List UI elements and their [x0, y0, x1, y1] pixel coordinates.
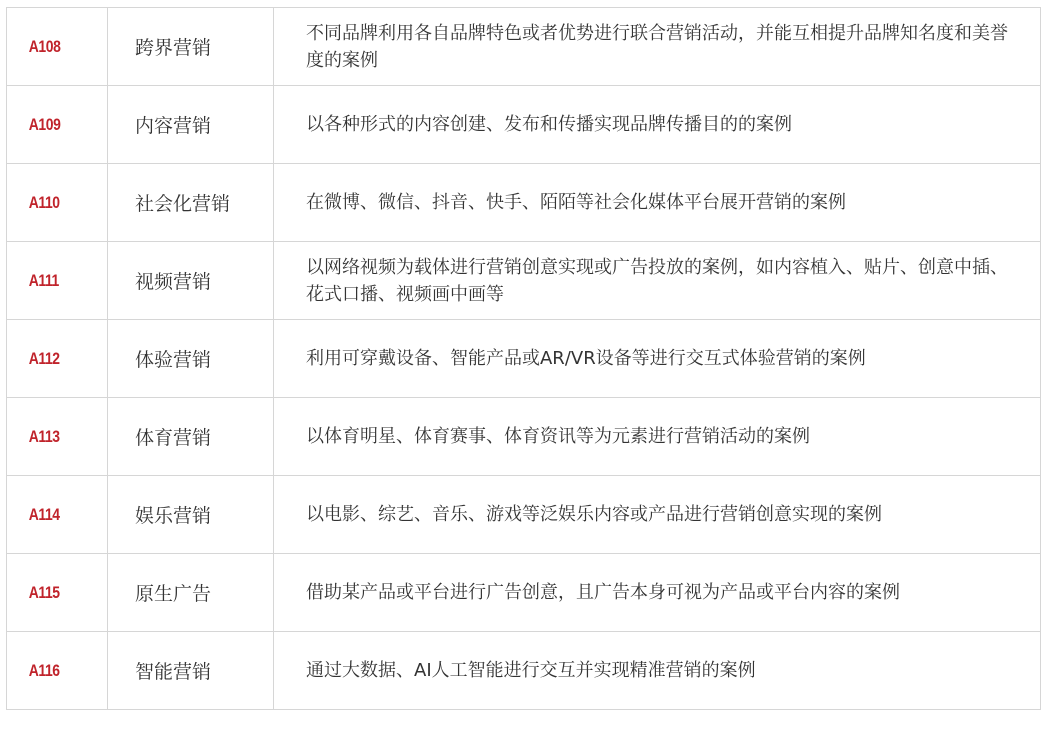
category-name: 体验营销 [108, 320, 274, 398]
category-code [7, 164, 90, 242]
category-description: 以各种形式的内容创建、发布和传播实现品牌传播目的的案例 [274, 86, 1041, 164]
category-code-text: A112 [28, 348, 60, 368]
category-code-text: A116 [28, 660, 60, 680]
table-row [7, 242, 1041, 320]
category-code [7, 8, 90, 86]
category-code [7, 320, 90, 398]
category-table [6, 7, 1041, 710]
table-row [7, 320, 1041, 398]
category-description: 以电影、综艺、音乐、游戏等泛娱乐内容或产品进行营销创意实现的案例 [274, 476, 1041, 554]
category-code-text: A113 [28, 426, 60, 446]
category-description: 通过大数据、AI人工智能进行交互并实现精准营销的案例 [274, 632, 1041, 710]
category-code-text: A109 [28, 114, 60, 134]
category-code [7, 554, 90, 632]
category-code [7, 398, 90, 476]
category-name: 社会化营销 [108, 164, 274, 242]
category-code [7, 242, 90, 320]
category-description: 借助某产品或平台进行广告创意，且广告本身可视为产品或平台内容的案例 [274, 554, 1041, 632]
category-code-text: A111 [28, 270, 59, 290]
table-row [7, 554, 1041, 632]
category-name: 体育营销 [108, 398, 274, 476]
table-row [7, 398, 1041, 476]
category-name: 跨界营销 [108, 8, 274, 86]
category-description: 利用可穿戴设备、智能产品或AR/VR设备等进行交互式体验营销的案例 [274, 320, 1041, 398]
category-name: 原生广告 [108, 554, 274, 632]
category-name: 智能营销 [108, 632, 274, 710]
category-description: 以网络视频为载体进行营销创意实现或广告投放的案例，如内容植入、贴片、创意中插、花式口播、视频画中画等 [274, 242, 1041, 320]
category-description: 以体育明星、体育赛事、体育资讯等为元素进行营销活动的案例 [274, 398, 1041, 476]
category-code-text: A108 [28, 36, 60, 56]
table-row [7, 164, 1041, 242]
category-description: 在微博、微信、抖音、快手、陌陌等社会化媒体平台展开营销的案例 [274, 164, 1041, 242]
table-row [7, 632, 1041, 710]
category-table-body [7, 8, 1041, 710]
category-code-text: A110 [28, 192, 60, 212]
category-code-text: A115 [28, 582, 60, 602]
category-code [7, 632, 90, 710]
category-name: 娱乐营销 [108, 476, 274, 554]
category-code-text: A114 [28, 504, 60, 524]
category-description: 不同品牌利用各自品牌特色或者优势进行联合营销活动，并能互相提升品牌知名度和美誉度的案例 [274, 8, 1041, 86]
category-name: 内容营销 [108, 86, 274, 164]
table-row [7, 86, 1041, 164]
category-name: 视频营销 [108, 242, 274, 320]
category-code [7, 86, 90, 164]
table-row [7, 8, 1041, 86]
category-code [7, 476, 90, 554]
table-row [7, 476, 1041, 554]
